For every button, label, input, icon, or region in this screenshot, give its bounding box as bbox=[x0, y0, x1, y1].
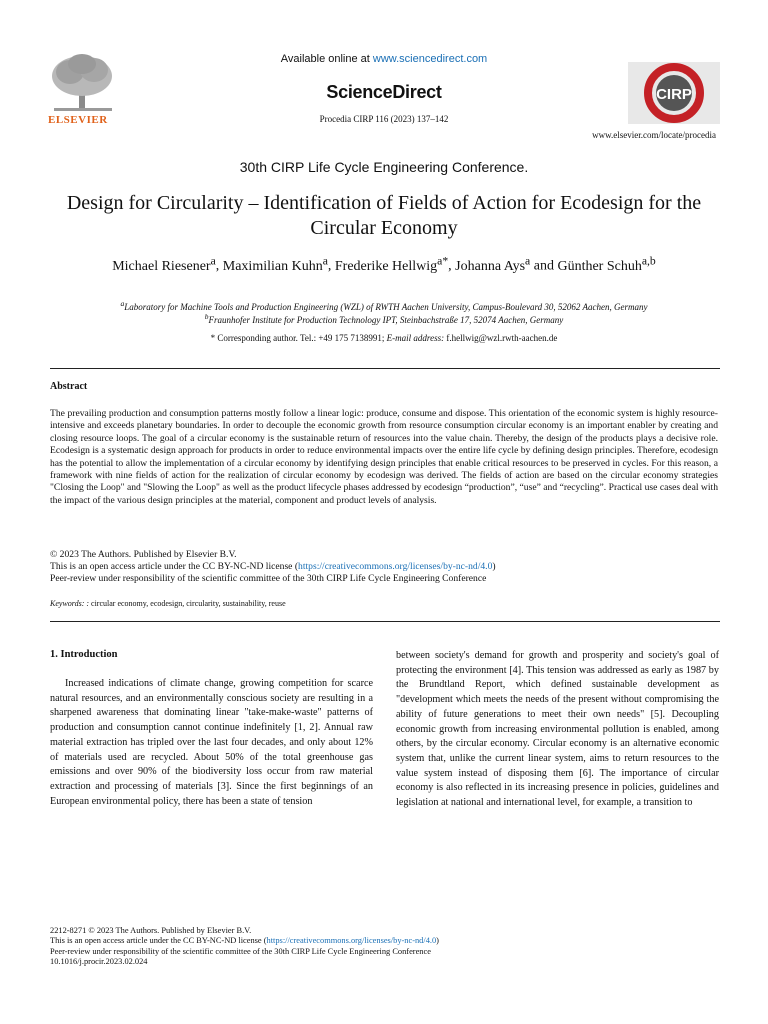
author: Michael Riesener$^a$ bbox=[112, 254, 216, 274]
body-column-left: Increased indications of climate change, growing competition for scarce natural resources, and an environmentally conscious society are resulting in a sharpened awareness that dominating linear "take-make-waste" patterns of production and consumption cannot continue indefinitely [1, 2]. Annual raw material extraction has tripled over the last four decades, and only about 12% of materials used are recycled. About 50% of the total greenhouse gas emissions and over 90% of the biodiversity loss occur from raw material extraction and processing of materials [3]. Since the first beginnings of an European environmental policy, there has been a state of tension bbox=[50, 678, 373, 807]
journal-homepage[interactable]: www.elsevier.com/locate/procedia bbox=[592, 130, 716, 140]
footer-peer-review: Peer-review under responsibility of the scientific committee of the 30th CIRP Life Cycle Engineering Conference bbox=[50, 946, 431, 956]
footer bbox=[50, 926, 720, 968]
abstract-text: The prevailing production and consumption patterns mostly follow a linear logic: produce, consume and dispose. This orientation of the economic system is highly resource-intensive and exceeds planetary boundaries. In order to decouple the economic growth from resource consumption circular economy is an important enabler by creating and closing resource loops. The goal of a circular economy is the sustainable return of resources into the value chain. Thereby, the design of the products plays a decisive role. Ecodesign is a systematic design approach for products in order to reduce environmental impacts over the entire life cycle by defining design principles. Therefore, ecodesign has the potential to allow the implementation of a circular economy by identifying design principles that enable critical resources to be preserved in cycles. For this reason, a framework with nine fields of action for the realization of circular economy by ecodesign was derived. The fields of action are based on the circular economy strategies "Closing the Loop" and "Slowing the Loop" as well as the product lifecycle phases addressed by ecodesign “production”, “use” and “recycling”. Practical use cases deal with the impact of the various design principles at the material, component and product levels of analysis. bbox=[50, 408, 718, 506]
author: Johanna Ays$^a$ bbox=[455, 254, 531, 274]
author: Frederike Hellwig$^{a*}$ bbox=[334, 254, 449, 274]
affiliation: $^a$Laboratory for Machine Tools and Production Engineering (WZL) of RWTH Aachen University, Campus-Boulevard 30, 52062 Aachen, Germany bbox=[120, 299, 648, 312]
divider bbox=[50, 368, 720, 369]
copyright: © 2023 The Authors. Published by Elsevier B.V. bbox=[50, 549, 237, 560]
cirp-logo-text: CIRP bbox=[656, 86, 692, 103]
elsevier-wordmark: ELSEVIER bbox=[48, 114, 108, 126]
divider bbox=[50, 621, 720, 622]
footer-license-link[interactable]: https://creativecommons.org/licenses/by-nc-nd/4.0 bbox=[266, 936, 437, 946]
affiliation: $^b$Fraunhofer Institute for Production Technology IPT, Steinbachstraße 17, 52074 Aachen, Germany bbox=[204, 312, 564, 325]
footer-license: This is an open access article under the CC BY-NC-ND license (https://creativecommons.org/licenses/by-nc-nd/4.0) bbox=[50, 936, 439, 946]
sciencedirect-title: ScienceDirect bbox=[326, 82, 442, 102]
peer-review: Peer-review under responsibility of the scientific committee of the 30th CIRP Life Cycle Engineering Conference bbox=[50, 573, 487, 584]
conference-name: 30th CIRP Life Cycle Engineering Conference. bbox=[239, 159, 529, 175]
license: This is an open access article under the CC BY-NC-ND license (https://creativecommons.org/licenses/by-nc-nd/4.0) bbox=[50, 561, 496, 572]
body-column-right: between society's demand for growth and prosperity and society's goal of protecting the environment [4]. This tension was addressed as early as 1987 by the Brundtland Report, which defined sustainable development as "development which meets the needs of the present without compromising the ability of future generations to meet their own needs" [5]. Decoupling economic growth from increasing environmental pollution is enabled, among others, by the circular economy. Circular economy is an alternative economic system that, unlike the current linear system, aims to return resources to the value system instead of disposing them [6]. The importance of circular economy is also reflected in its increasing presence in policies, guidelines and legislation at national and international level, for example, a transition to bbox=[396, 650, 719, 809]
journal-reference: Procedia CIRP 116 (2023) 137–142 bbox=[319, 114, 449, 124]
available-prefix: Available online at bbox=[280, 53, 373, 65]
author: Günther Schuh$^{a,b}$ bbox=[557, 254, 656, 274]
corresponding-author: * Corresponding author. Tel.: +49 175 7138991; E-mail address: f.hellwig@wzl.rwth-aachen.de bbox=[210, 333, 558, 343]
section-heading: 1. Introduction bbox=[50, 649, 118, 660]
issn-line: 2212-8271 © 2023 The Authors. Published by Elsevier B.V. bbox=[50, 926, 252, 935]
doi[interactable]: 10.1016/j.procir.2023.02.024 bbox=[50, 957, 148, 967]
license-link[interactable]: https://creativecommons.org/licenses/by-nc-nd/4.0 bbox=[298, 561, 493, 572]
abstract-heading: Abstract bbox=[50, 381, 88, 392]
paper-title: Design for Circularity – Identification of Fields of Action for Ecodesign for the Circular Economy bbox=[66, 192, 702, 239]
author-list: Michael Riesener$^a$, Maximilian Kuhn$^a$, Frederike Hellwig$^{a*}$, Johanna Ays$^a$ and Günther Schuh$^{a,b}$ bbox=[112, 254, 656, 274]
author: Maximilian Kuhn$^a$ bbox=[222, 254, 328, 274]
rights-statement bbox=[50, 549, 718, 585]
cirp-logo bbox=[628, 62, 720, 124]
email-address[interactable]: f.hellwig@wzl.rwth-aachen.de bbox=[444, 333, 558, 343]
sciencedirect-link[interactable]: www.sciencedirect.com bbox=[372, 53, 488, 65]
keywords: Keywords: : circular economy, ecodesign, circularity, sustainability, reuse bbox=[50, 599, 286, 608]
